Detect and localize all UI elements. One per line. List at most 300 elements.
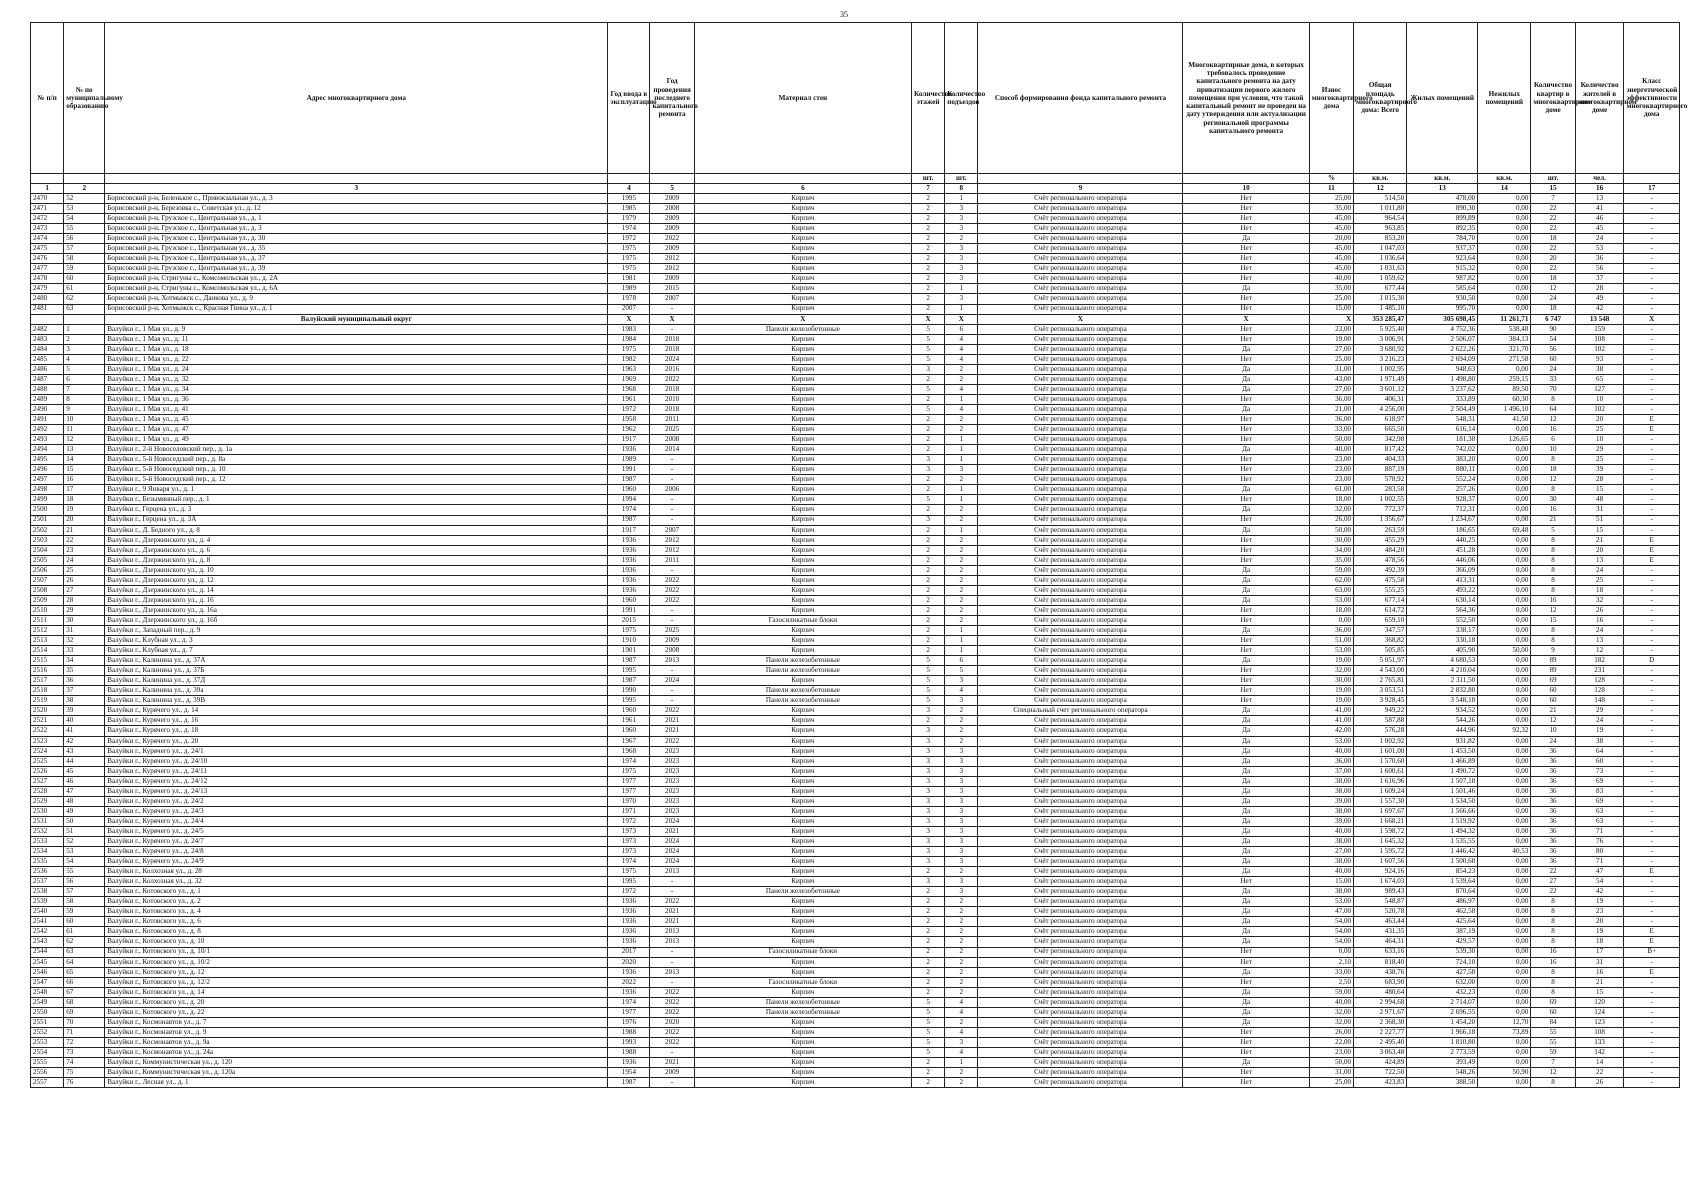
table-cell: 5 [911,656,944,666]
table-cell: Счёт регионального оператора [978,1017,1183,1027]
table-cell: 1936 [608,917,650,927]
table-cell: 23,00 [1309,475,1353,485]
table-cell: 1990 [608,686,650,696]
table-cell: 2508 [31,585,64,595]
table-cell: 263,59 [1354,525,1407,535]
table-row [31,545,1680,555]
table-cell: - [1624,1058,1680,1068]
table-cell: Счёт регионального оператора [978,1047,1183,1057]
table-row [31,435,1680,445]
table-cell: Нет [1183,274,1309,284]
table-cell: 2480 [31,294,64,304]
table-cell: 50 [64,816,105,826]
table-cell: 2 [945,987,978,997]
table-cell: 12 [1531,605,1575,615]
table-cell: 2 [911,525,944,535]
table-cell: 2 227,77 [1354,1027,1407,1037]
table-cell: Кирпич [694,1068,911,1078]
table-cell: 159 [1575,324,1624,334]
table-cell: 8 [1531,394,1575,404]
table-cell: 854,23 [1407,867,1478,877]
table-cell: 3 928,45 [1354,696,1407,706]
table-cell: 1936 [608,1058,650,1068]
table-cell: 2 [911,254,944,264]
table-cell: 427,58 [1407,967,1478,977]
table-cell: 186,65 [1407,525,1478,535]
table-cell: 383,20 [1407,455,1478,465]
unit-cell: шт. [945,174,978,184]
table-cell: Счёт регионального оператора [978,927,1183,937]
table-cell: 54,00 [1309,937,1353,947]
table-cell: 60,30 [1478,394,1531,404]
table-cell: 2 [911,917,944,927]
unit-cell: кв.м. [1354,174,1407,184]
table-cell: Счёт регионального оператора [978,425,1183,435]
table-cell: - [1624,505,1680,515]
table-cell: 55 [1531,1037,1575,1047]
table-cell: 2514 [31,646,64,656]
table-cell: 61 [64,927,105,937]
table-cell: 53 [64,204,105,214]
table-cell: 3 [911,847,944,857]
table-cell: Счёт регионального оператора [978,1007,1183,1017]
table-row [31,847,1680,857]
table-cell: 576,28 [1354,726,1407,736]
table-cell: 2 [911,605,944,615]
table-cell: 3 [945,786,978,796]
table-cell: Валуйки г., Котовского ул., д. 10/2 [105,957,608,967]
table-cell: 60 [1531,686,1575,696]
table-cell: 0,00 [1478,585,1531,595]
table-cell: 1 500,68 [1407,857,1478,867]
table-cell: 0,00 [1478,837,1531,847]
table-cell: 51,00 [1309,636,1353,646]
table-cell: 964,54 [1354,214,1407,224]
table-cell: - [1624,254,1680,264]
table-row [31,445,1680,455]
table-cell: 2474 [31,234,64,244]
table-cell: Счёт регионального оператора [978,786,1183,796]
table-cell: 1971 [608,806,650,816]
table-cell: Кирпич [694,304,911,314]
table-cell: Валуйки г., Котовского ул., д. 14 [105,987,608,997]
table-cell: - [650,977,694,987]
table-cell: 2 [911,415,944,425]
table-cell: 0,00 [1478,736,1531,746]
table-cell: 2486 [31,364,64,374]
table-cell: Борисовский р-н, Грузское с., Центральная ул., д. 1 [105,214,608,224]
table-cell: 2477 [31,264,64,274]
table-cell: 1 [945,435,978,445]
table-cell: 333,89 [1407,394,1478,404]
table-cell: Кирпич [694,706,911,716]
table-cell: 784,70 [1407,234,1478,244]
table-cell: 899,89 [1407,214,1478,224]
table-cell: 1989 [608,455,650,465]
table-cell: 2 [945,515,978,525]
table-cell: 126,65 [1478,435,1531,445]
table-cell: 1 697,67 [1354,806,1407,816]
table-cell: Нет [1183,415,1309,425]
table-cell: 13 548 [1575,314,1624,324]
table-cell: 2 [945,605,978,615]
table-row [31,636,1680,646]
table-cell: 4 [945,1047,978,1057]
table-cell: 69 [1575,796,1624,806]
table-cell: 0,00 [1478,947,1531,957]
table-cell: 2502 [31,525,64,535]
table-cell: 1 507,18 [1407,776,1478,786]
table-cell: 22 [1531,264,1575,274]
table-row [31,465,1680,475]
table-cell: 1 [945,194,978,204]
table-cell: 1970 [608,796,650,806]
table-cell: Валуйки г., Котовского ул., д. 1 [105,887,608,897]
table-cell: Кирпич [694,927,911,937]
table-cell: 2022 [650,997,694,1007]
table-cell: Счёт регионального оператора [978,364,1183,374]
table-cell: 1 [945,626,978,636]
table-cell: 890,30 [1407,204,1478,214]
table-cell: 429,57 [1407,937,1478,947]
table-cell: 2022 [650,585,694,595]
table-cell: 1 557,30 [1354,796,1407,806]
table-cell: 7 [1531,194,1575,204]
table-cell: 937,37 [1407,244,1478,254]
table-cell: 31,00 [1309,364,1353,374]
table-cell: 1936 [608,897,650,907]
table-cell: 1974 [608,857,650,867]
table-cell: 1975 [608,254,650,264]
table-cell: 35,00 [1309,555,1353,565]
table-cell: 102 [1575,344,1624,354]
table-cell: 930,50 [1407,294,1478,304]
table-cell: 2007 [608,304,650,314]
table-cell: 40,00 [1309,274,1353,284]
table-cell: Кирпич [694,244,911,254]
table-cell: 2 [911,374,944,384]
table-cell: 2023 [650,806,694,816]
table-cell: 5 [911,334,944,344]
table-cell: 0,00 [1478,796,1531,806]
table-cell: Валуйки г., Коммунистическая ул., д. 120 [105,1058,608,1068]
table-cell: 2 [911,595,944,605]
table-cell: 45,00 [1309,254,1353,264]
table-cell: 50,90 [1478,1068,1531,1078]
table-cell: Да [1183,364,1309,374]
table-cell: 3 [945,294,978,304]
table-cell: 2022 [650,1007,694,1017]
table-cell: Валуйки г., 1 Мая ул., д. 24 [105,364,608,374]
table-cell: 3 [945,465,978,475]
table-cell: 0,00 [1478,816,1531,826]
table-cell: 2 368,30 [1354,1017,1407,1027]
table-cell: 3 [945,837,978,847]
table-cell: Счёт регионального оператора [978,1027,1183,1037]
table-cell: X [1183,314,1309,324]
table-cell: 2526 [31,766,64,776]
table-cell: Кирпич [694,806,911,816]
table-cell: 2025 [650,626,694,636]
table-cell: - [1624,344,1680,354]
table-cell: Нет [1183,515,1309,525]
table-cell: Да [1183,967,1309,977]
table-row [31,927,1680,937]
table-cell: 2018 [650,334,694,344]
table-cell: Кирпич [694,445,911,455]
table-cell: 987,82 [1407,274,1478,284]
table-cell: 36 [1531,847,1575,857]
table-cell: 0,00 [1478,535,1531,545]
table-cell: 2022 [650,987,694,997]
table-cell: 2476 [31,254,64,264]
table-cell: 0,00 [1478,626,1531,636]
table-cell: Нет [1183,435,1309,445]
table-cell: 2 [911,907,944,917]
table-cell: 0,00 [1478,595,1531,605]
table-cell: 539,30 [1407,947,1478,957]
table-cell: 8 [1531,636,1575,646]
table-row [31,816,1680,826]
table-cell: - [1624,816,1680,826]
table-cell: 36 [1531,766,1575,776]
table-cell: 32,00 [1309,666,1353,676]
table-cell: 1 607,56 [1354,857,1407,867]
table-row [31,967,1680,977]
table-cell: 271,58 [1478,354,1531,364]
table-cell: 464,31 [1354,937,1407,947]
table-cell: 2011 [650,555,694,565]
table-cell: 38,00 [1309,837,1353,847]
table-cell: 2023 [650,756,694,766]
table-cell: 124 [1575,1007,1624,1017]
table-cell: Валуйки г., 1 Мая ул., д. 41 [105,404,608,414]
table-cell: - [650,465,694,475]
units-row [31,174,1680,184]
table-cell: 8 [1531,917,1575,927]
table-cell: - [1624,575,1680,585]
table-cell: 181,38 [1407,435,1478,445]
table-cell: 0,00 [1478,786,1531,796]
table-cell: 2532 [31,826,64,836]
table-cell: 1 356,67 [1354,515,1407,525]
table-cell: Кирпич [694,816,911,826]
table-cell: - [1624,1068,1680,1078]
table-cell: 2,50 [1309,977,1353,987]
table-cell: 462,58 [1407,907,1478,917]
table-cell: 2518 [31,686,64,696]
table-cell: 0,00 [1478,877,1531,887]
table-cell: E [1624,867,1680,877]
table-cell: 2471 [31,204,64,214]
table-cell: Счёт регионального оператора [978,766,1183,776]
table-cell: 478,56 [1354,555,1407,565]
table-cell: 19 [1575,897,1624,907]
table-cell: 47 [1575,867,1624,877]
table-cell: 544,26 [1407,716,1478,726]
table-cell: 2 [911,224,944,234]
table-cell: 5 [64,364,105,374]
table-cell: 2493 [31,435,64,445]
table-cell: 3 [945,857,978,867]
table-cell: 2021 [650,917,694,927]
table-cell: Панели железобетонные [694,656,911,666]
table-cell: 423,83 [1354,1078,1407,1088]
table-cell: 69 [1531,997,1575,1007]
table-cell: 0,00 [1478,605,1531,615]
table-cell: Да [1183,404,1309,414]
table-cell: 0,00 [1478,967,1531,977]
table-row [31,234,1680,244]
table-cell: Нет [1183,545,1309,555]
table-cell: 56 [64,234,105,244]
table-cell: 66 [64,977,105,987]
unit-cell: шт. [911,174,944,184]
table-cell: 995,70 [1407,304,1478,314]
table-cell: 23,00 [1309,1047,1353,1057]
table-cell: 724,10 [1407,957,1478,967]
table-cell: Счёт регионального оператора [978,505,1183,515]
table-cell: 505,85 [1354,646,1407,656]
table-cell: 2 [911,234,944,244]
table-cell: 23 [64,545,105,555]
table-cell: 1975 [608,766,650,776]
table-cell: Нет [1183,324,1309,334]
table-cell: 0,00 [1478,1078,1531,1088]
column-number: 16 [1575,184,1624,194]
table-cell: 1 519,92 [1407,816,1478,826]
table-row [31,515,1680,525]
table-cell: 40,00 [1309,746,1353,756]
table-cell: 817,42 [1354,445,1407,455]
table-cell: 633,16 [1354,947,1407,957]
table-cell: Нет [1183,425,1309,435]
table-cell: Да [1183,726,1309,736]
table-cell: - [1624,204,1680,214]
table-cell: 61 [64,284,105,294]
unit-cell [64,174,105,184]
table-cell: Панели железобетонные [694,696,911,706]
table-row [31,826,1680,836]
table-cell: - [1624,897,1680,907]
table-cell: Да [1183,706,1309,716]
table-cell: 41 [64,726,105,736]
table-cell: 27,00 [1309,384,1353,394]
table-cell: 8 [1531,555,1575,565]
table-cell: Счёт регионального оператора [978,374,1183,384]
table-cell: - [1624,435,1680,445]
table-cell: Нет [1183,194,1309,204]
table-cell: 5 [911,384,944,394]
table-cell: Счёт регионального оператора [978,736,1183,746]
table-cell: 74 [64,1058,105,1068]
table-cell: Счёт регионального оператора [978,997,1183,1007]
table-cell: 1936 [608,565,650,575]
table-cell: 10 [64,415,105,425]
table-cell: 108 [1575,334,1624,344]
table-cell: 5 925,40 [1354,324,1407,334]
table-cell: 2509 [31,595,64,605]
table-cell: 5 [911,344,944,354]
table-cell: Кирпич [694,575,911,585]
table-cell: 21 [1575,977,1624,987]
table-cell: 28 [1575,475,1624,485]
table-cell: 40,53 [1478,847,1531,857]
table-cell: 26 [64,575,105,585]
table-cell: 2020 [650,1017,694,1027]
table-cell: Счёт регионального оператора [978,234,1183,244]
table-cell: 18 [1531,274,1575,284]
table-cell: 3 [911,857,944,867]
table-cell: Кирпич [694,364,911,374]
column-number: 10 [1183,184,1309,194]
table-cell: 5 [911,696,944,706]
table-row [31,937,1680,947]
table-cell: Кирпич [694,525,911,535]
table-cell: 231 [1575,666,1624,676]
table-cell: Валуйки г., Курячего ул., д. 24/4 [105,816,608,826]
table-cell: 2 506,07 [1407,334,1478,344]
table-cell: - [650,1078,694,1088]
table-cell: 108 [1575,1027,1624,1037]
table-cell: 69 [64,1007,105,1017]
table-cell: Валуйки г., Котовского ул., д. 4 [105,907,608,917]
table-cell: Да [1183,505,1309,515]
table-cell: 0,00 [1478,505,1531,515]
table-cell: 8 [1531,535,1575,545]
table-cell: 1 031,63 [1354,264,1407,274]
table-cell: 102 [1575,404,1624,414]
table-cell: - [1624,274,1680,284]
table-cell: 1 [945,636,978,646]
table-cell: 413,31 [1407,575,1478,585]
table-cell: 548,87 [1354,897,1407,907]
table-cell: Кирпич [694,284,911,294]
table-cell: 2489 [31,394,64,404]
table-cell: Счёт регионального оператора [978,465,1183,475]
table-body [31,194,1680,1088]
table-cell: 1987 [608,656,650,666]
table-cell: E [1624,967,1680,977]
table-cell: Панели железобетонные [694,324,911,334]
table-cell: 0,00 [1309,947,1353,957]
table-cell: 1968 [608,746,650,756]
table-cell: Счёт регионального оператора [978,1068,1183,1078]
table-cell: 21 [64,525,105,535]
table-cell: 33,00 [1309,425,1353,435]
table-cell: Счёт регионального оператора [978,796,1183,806]
table-cell: 1 645,32 [1354,837,1407,847]
table-cell: Да [1183,867,1309,877]
table-cell: 2022 [650,234,694,244]
table-cell: 2540 [31,907,64,917]
table-cell: 1972 [608,404,650,414]
table-cell: 2 [945,706,978,716]
unit-cell [694,174,911,184]
table-cell: 73,89 [1478,1027,1531,1037]
column-number: 3 [105,184,608,194]
table-cell: Валуйки г., 1 Мая ул., д. 34 [105,384,608,394]
table-cell: 21,00 [1309,404,1353,414]
table-cell: 2547 [31,977,64,987]
table-cell: 14 [64,455,105,465]
column-number: 13 [1407,184,1478,194]
table-cell: 50,00 [1309,1058,1353,1068]
table-cell: 1983 [608,324,650,334]
table-row [31,264,1680,274]
table-cell: 3 [911,364,944,374]
table-cell: 29 [1575,706,1624,716]
